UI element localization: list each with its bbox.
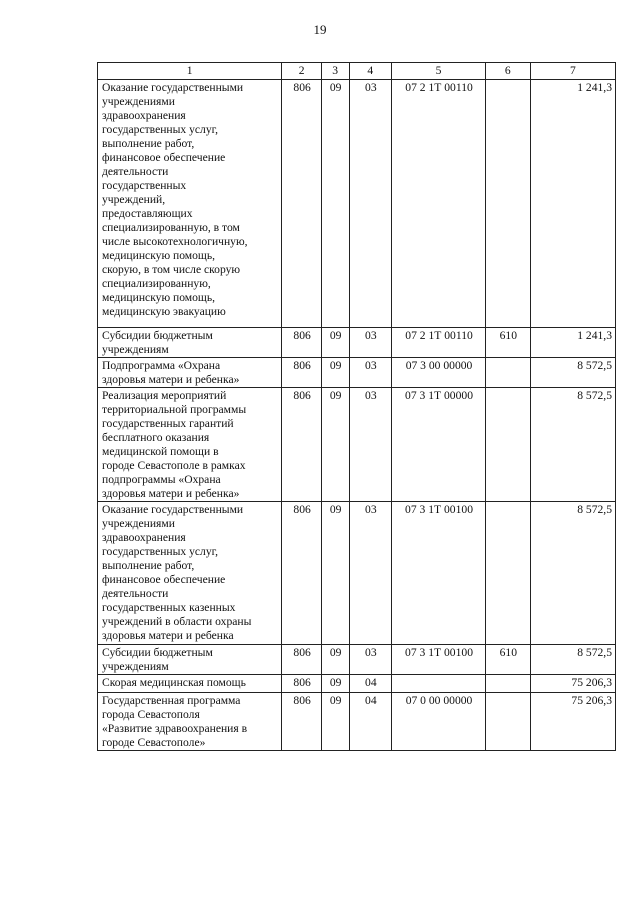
row-amount: 8 572,5 xyxy=(530,645,615,675)
row-name: Реализация мероприятий территориальной программы государственных гарантий бесплатного оказания медицинской помощи в городе Севастополе в рамках подпрограммы «Охрана здоровья матери и ребенка» xyxy=(98,388,282,502)
page-number: 19 xyxy=(313,22,327,37)
row-grbs: 806 xyxy=(282,358,321,388)
row-expense-type xyxy=(485,693,530,751)
row-grbs: 806 xyxy=(282,328,321,358)
row-section: 09 xyxy=(321,645,349,675)
row-grbs: 806 xyxy=(282,80,321,328)
row-target-code: 07 3 1Т 00000 xyxy=(392,388,486,502)
header-cell-6: 6 xyxy=(485,63,530,80)
budget-table xyxy=(97,62,616,751)
row-section: 09 xyxy=(321,675,349,693)
row-name: Оказание государственными учреждениями здравоохранения государственных услуг, выполнение работ, финансовое обеспечение деятельности государственных учреждений, предоставляющих специализированную, в том числе высокотехнологичную, медицинскую помощь, скорую, в том числе скорую специализированную, медицинскую помощь, медицинскую эвакуацию xyxy=(98,80,282,328)
row-grbs: 806 xyxy=(282,502,321,645)
row-subsection: 03 xyxy=(349,80,392,328)
row-target-code xyxy=(392,675,486,693)
row-expense-type xyxy=(485,358,530,388)
row-subsection: 03 xyxy=(349,358,392,388)
row-amount: 8 572,5 xyxy=(530,388,615,502)
row-subsection: 03 xyxy=(349,388,392,502)
row-subsection: 03 xyxy=(349,645,392,675)
table-row xyxy=(98,328,616,358)
header-cell-7: 7 xyxy=(530,63,615,80)
row-target-code: 07 3 1Т 00100 xyxy=(392,502,486,645)
row-grbs: 806 xyxy=(282,675,321,693)
row-amount: 1 241,3 xyxy=(530,328,615,358)
row-expense-type: 610 xyxy=(485,328,530,358)
row-expense-type xyxy=(485,675,530,693)
row-subsection: 03 xyxy=(349,502,392,645)
row-amount: 75 206,3 xyxy=(530,693,615,751)
row-section: 09 xyxy=(321,80,349,328)
table-row xyxy=(98,80,616,328)
row-section: 09 xyxy=(321,328,349,358)
table-row xyxy=(98,675,616,693)
row-section: 09 xyxy=(321,358,349,388)
header-cell-5: 5 xyxy=(392,63,486,80)
table-row xyxy=(98,358,616,388)
row-name: Подпрограмма «Охрана здоровья матери и ребенка» xyxy=(98,358,282,388)
table-row xyxy=(98,645,616,675)
row-name: Скорая медицинская помощь xyxy=(98,675,282,693)
row-name: Субсидии бюджетным учреждениям xyxy=(98,645,282,675)
row-section: 09 xyxy=(321,502,349,645)
header-cell-4: 4 xyxy=(349,63,392,80)
row-section: 09 xyxy=(321,693,349,751)
row-section: 09 xyxy=(321,388,349,502)
row-amount: 75 206,3 xyxy=(530,675,615,693)
row-expense-type xyxy=(485,502,530,645)
table-row xyxy=(98,693,616,751)
row-grbs: 806 xyxy=(282,693,321,751)
row-target-code: 07 3 1Т 00100 xyxy=(392,645,486,675)
header-cell-2: 2 xyxy=(282,63,321,80)
row-subsection: 04 xyxy=(349,675,392,693)
row-expense-type: 610 xyxy=(485,645,530,675)
row-name: Субсидии бюджетным учреждениям xyxy=(98,328,282,358)
row-amount: 8 572,5 xyxy=(530,502,615,645)
row-target-code: 07 2 1Т 00110 xyxy=(392,80,486,328)
row-subsection: 03 xyxy=(349,328,392,358)
row-target-code: 07 3 00 00000 xyxy=(392,358,486,388)
row-expense-type xyxy=(485,80,530,328)
row-subsection: 04 xyxy=(349,693,392,751)
row-amount: 8 572,5 xyxy=(530,358,615,388)
row-amount: 1 241,3 xyxy=(530,80,615,328)
row-grbs: 806 xyxy=(282,645,321,675)
table-row xyxy=(98,502,616,645)
row-target-code: 07 0 00 00000 xyxy=(392,693,486,751)
row-target-code: 07 2 1Т 00110 xyxy=(392,328,486,358)
header-cell-3: 3 xyxy=(321,63,349,80)
row-name: Оказание государственными учреждениями здравоохранения государственных услуг, выполнение работ, финансовое обеспечение деятельности государственных казенных учреждений в области охраны здоровья матери и ребенка xyxy=(98,502,282,645)
row-grbs: 806 xyxy=(282,388,321,502)
header-cell-1: 1 xyxy=(98,63,282,80)
table-row xyxy=(98,388,616,502)
table-header-row xyxy=(98,63,616,80)
row-name: Государственная программа города Севастополя «Развитие здравоохранения в городе Севастополе» xyxy=(98,693,282,751)
row-expense-type xyxy=(485,388,530,502)
